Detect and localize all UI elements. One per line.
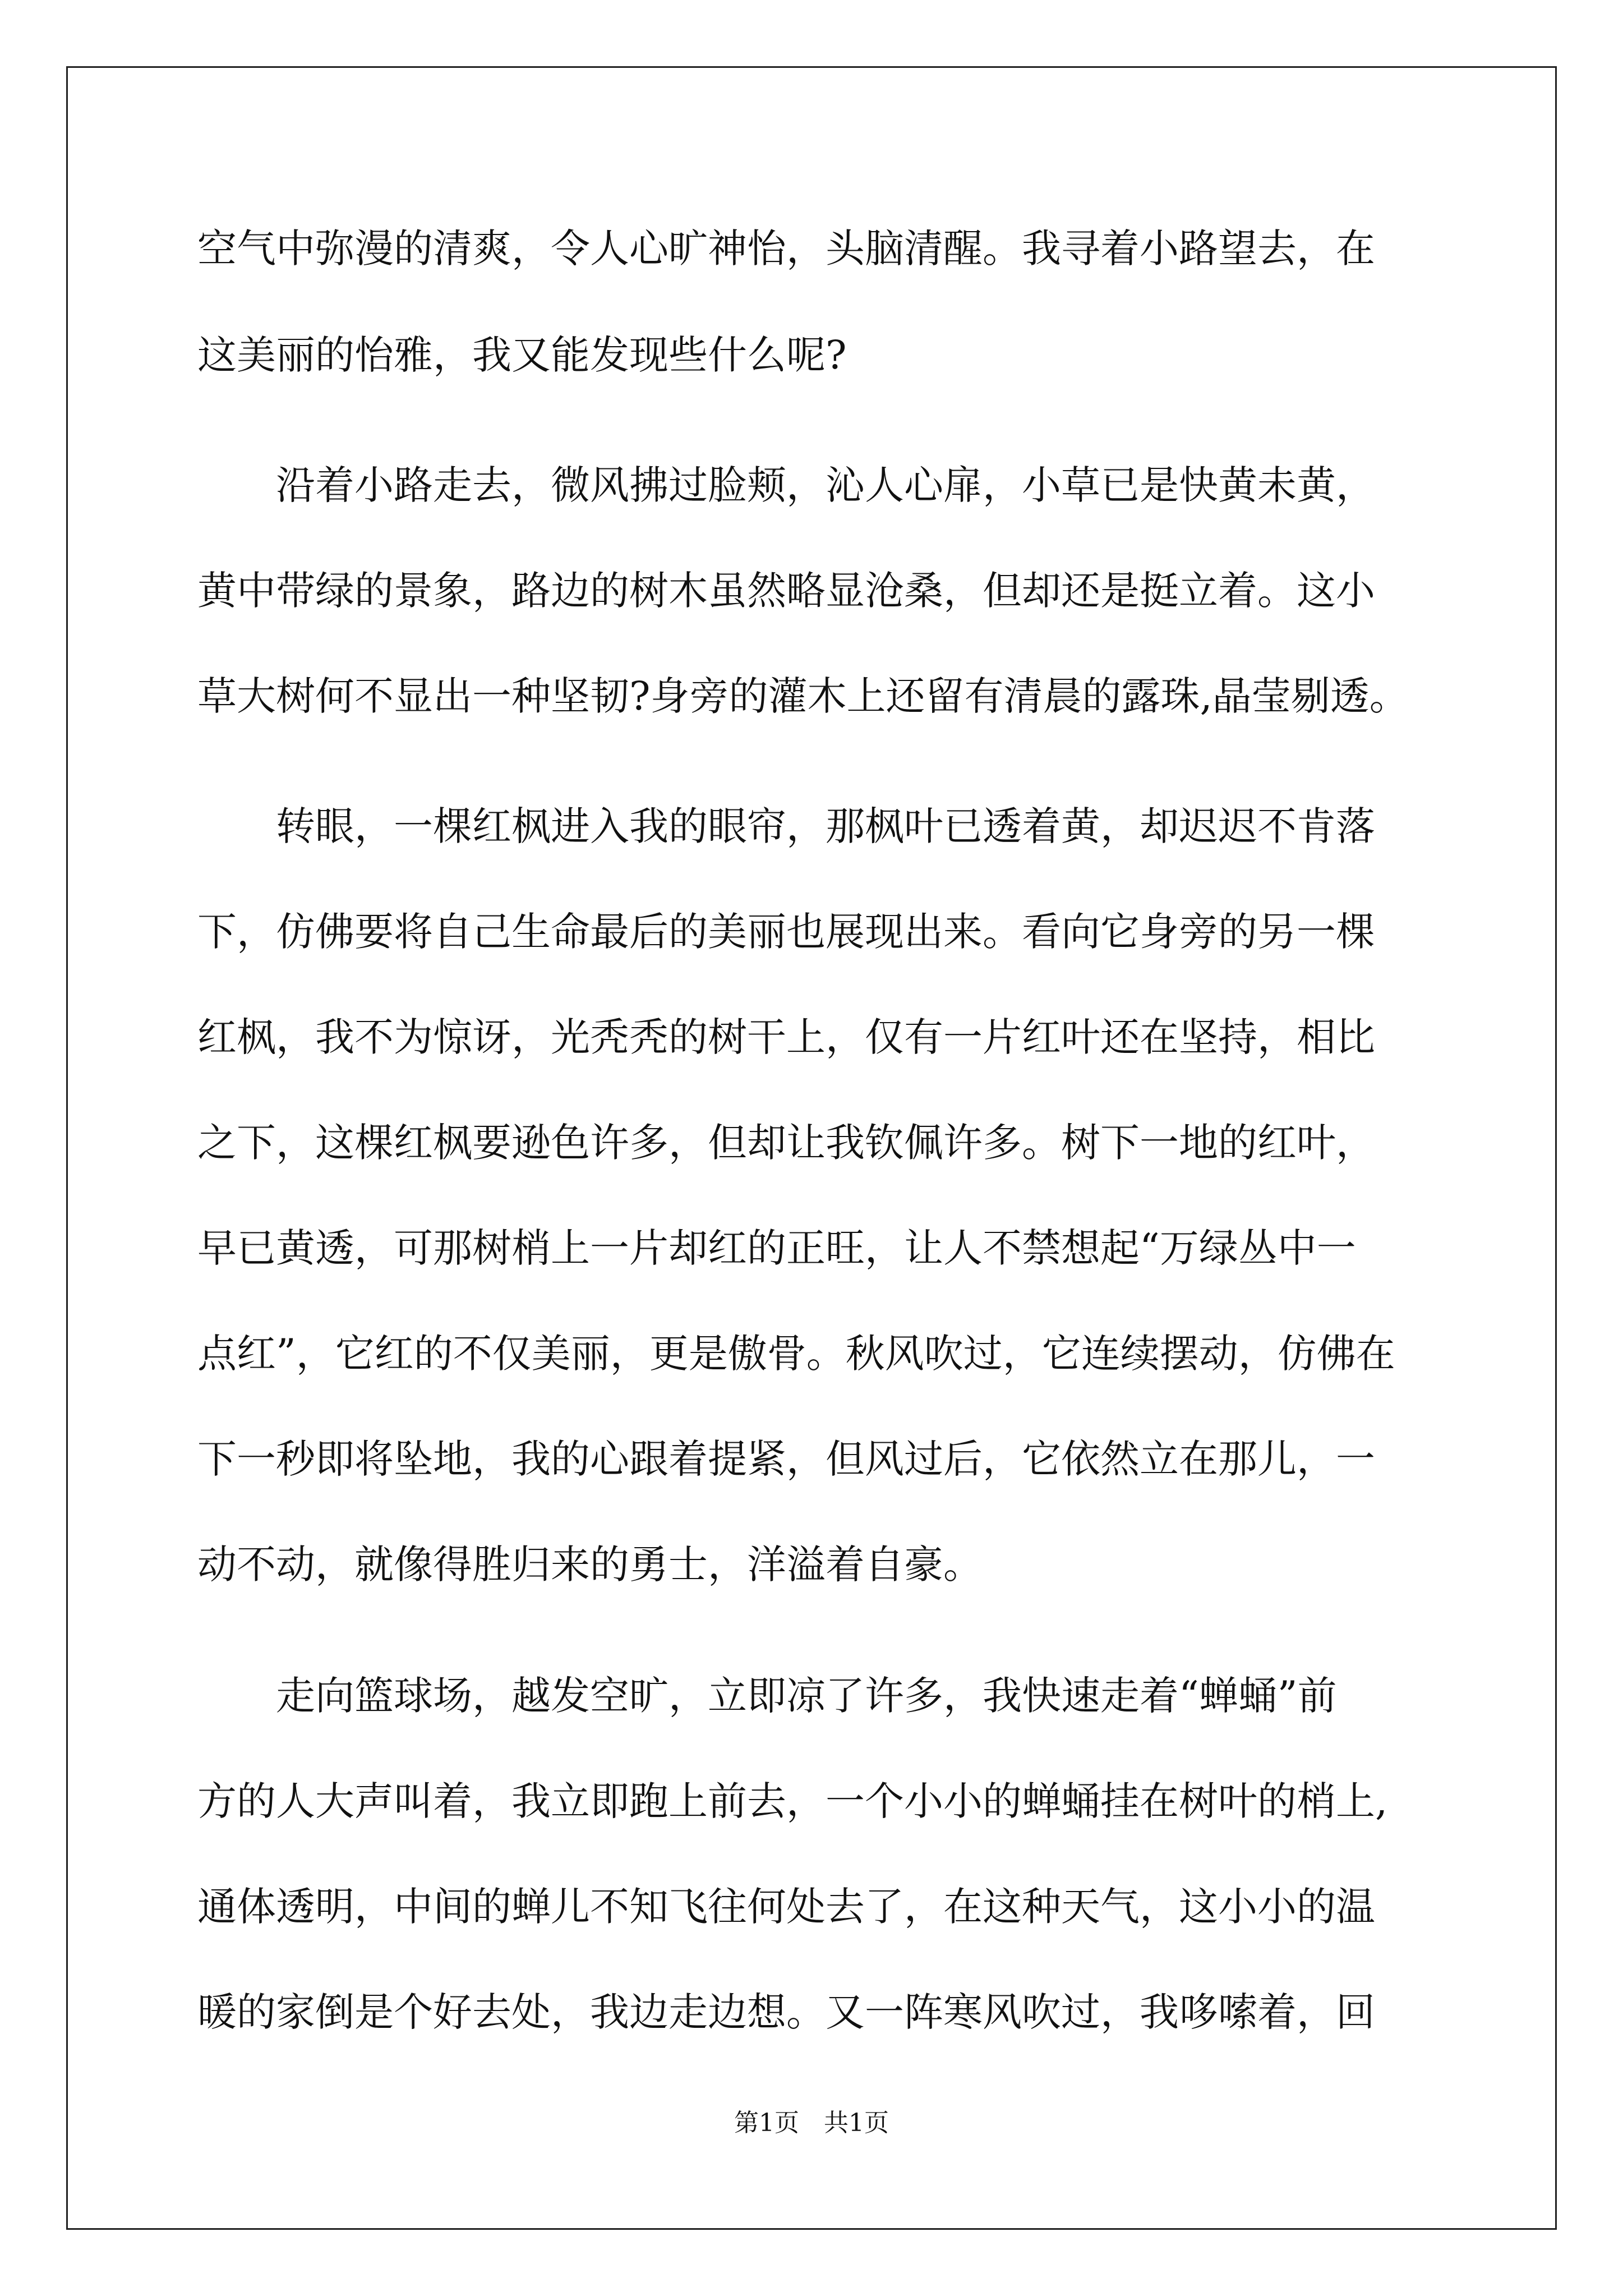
paragraph-start-line: 转眼，一棵红枫进入我的眼帘，那枫叶已透着黄，却迟迟不肯落 [276, 803, 1375, 849]
text-line: 方的人大声叫着，我立即跑上前去，一个小小的蝉蛹挂在树叶的梢上, [197, 1778, 1388, 1824]
text-line: 暖的家倒是个好去处，我边走边想。又一阵寒风吹过，我哆嗦着，回 [197, 1989, 1375, 2035]
text-line: 通体透明，中间的蝉儿不知飞往何处去了，在这种天气，这小小的温 [197, 1884, 1375, 1930]
text-line: 黄中带绿的景象，路边的树木虽然略显沧桑，但却还是挺立着。这小 [197, 568, 1375, 614]
text-line: 点红”，它红的不仅美丽，更是傲骨。秋风吹过，它连续摆动，仿佛在 [197, 1331, 1395, 1377]
text-line: 这美丽的怡雅，我又能发现些什么呢? [197, 332, 847, 378]
page-footer [0, 2106, 1623, 2140]
text-line: 早已黄透，可那树梢上一片却红的正旺，让人不禁想起“万绿丛中一 [197, 1225, 1356, 1271]
text-line: 红枫，我不为惊讶，光秃秃的树干上，仅有一片红叶还在坚持，相比 [197, 1014, 1375, 1060]
page-current: 第1页 [734, 2109, 799, 2137]
page-total: 共1页 [824, 2109, 889, 2137]
text-line: 动不动，就像得胜归来的勇士，洋溢着自豪。 [197, 1542, 983, 1588]
text-line: 草大树何不显出一种坚韧?身旁的灌木上还留有清晨的露珠,晶莹剔透。 [197, 673, 1409, 719]
text-line: 之下，这棵红枫要逊色许多，但却让我钦佩许多。树下一地的红叶， [197, 1120, 1375, 1166]
paragraph-start-line: 走向篮球场，越发空旷，立即凉了许多，我快速走着“蝉蛹”前 [276, 1673, 1337, 1719]
paragraph-start-line: 沿着小路走去，微风拂过脸颊，沁人心扉，小草已是快黄未黄， [276, 462, 1375, 508]
text-line: 空气中弥漫的清爽，令人心旷神怡，头脑清醒。我寻着小路望去，在 [197, 226, 1375, 272]
text-line: 下一秒即将坠地，我的心跟着提紧，但风过后，它依然立在那儿，一 [197, 1436, 1375, 1482]
text-line: 下，仿佛要将自己生命最后的美丽也展现出来。看向它身旁的另一棵 [197, 909, 1375, 955]
